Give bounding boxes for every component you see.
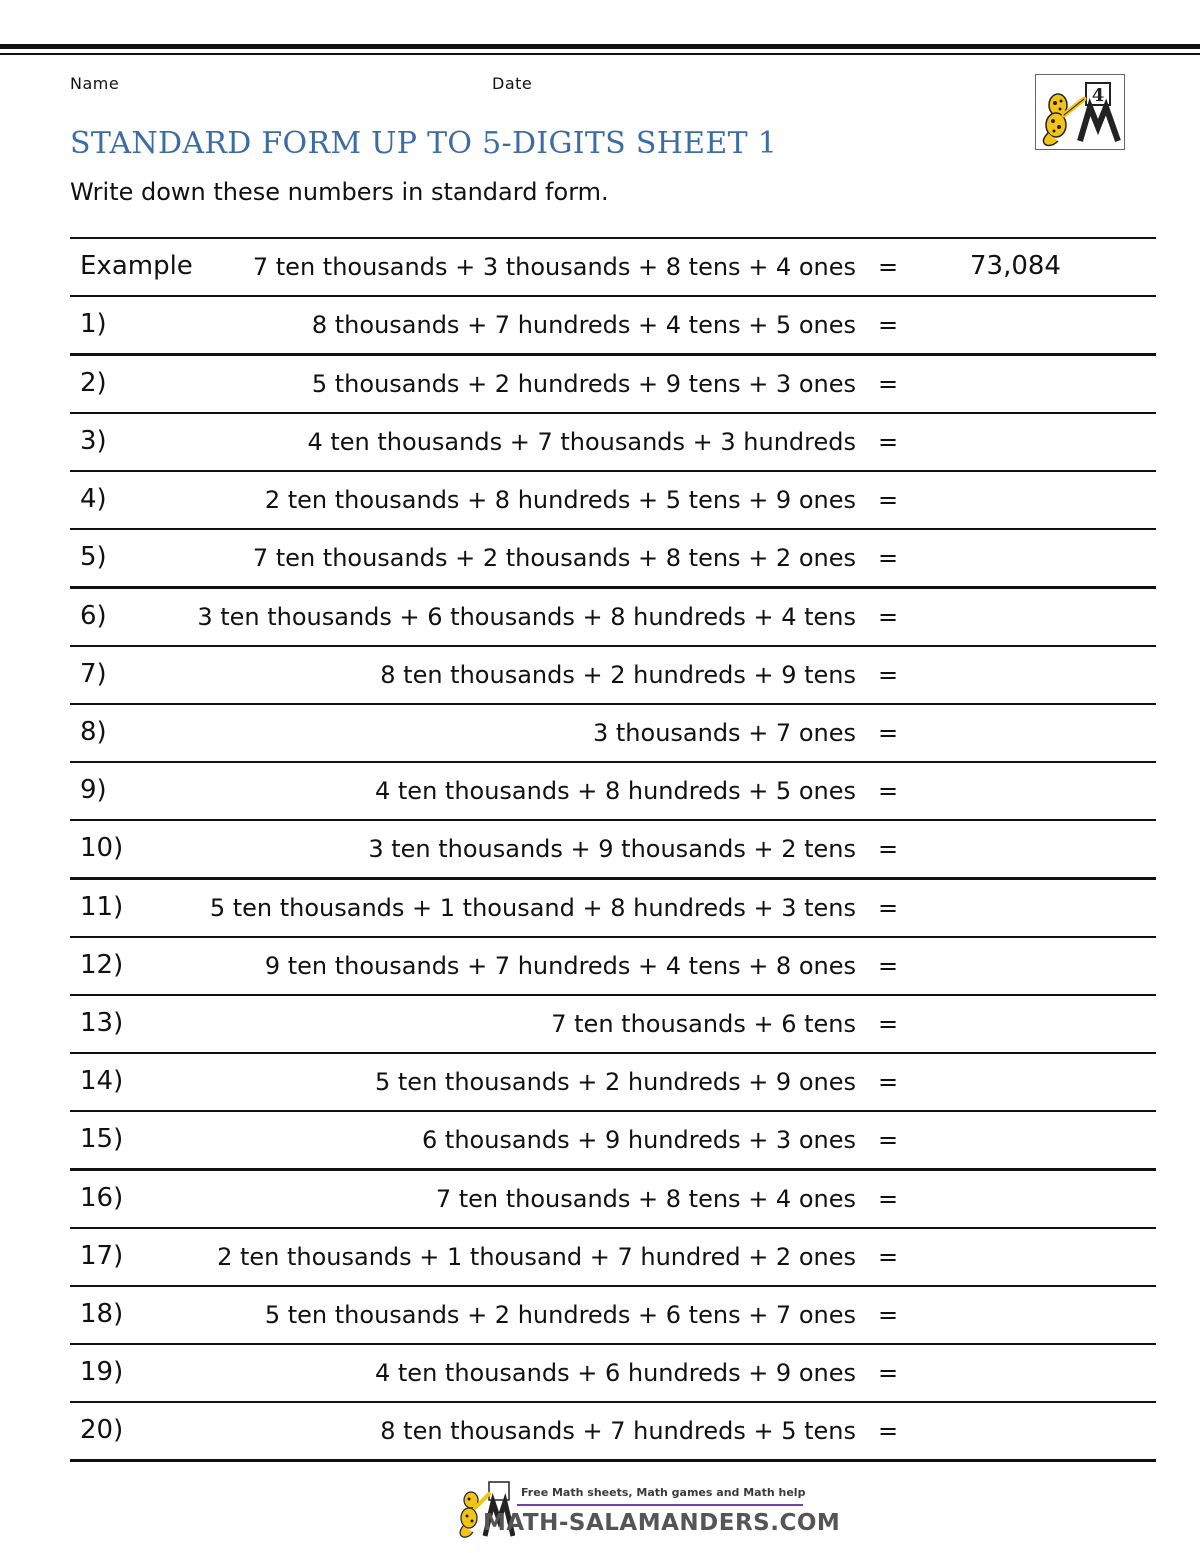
question-number: 15) xyxy=(80,1124,124,1154)
question-row xyxy=(70,530,1156,589)
example-row xyxy=(70,239,1156,297)
question-table xyxy=(70,237,1156,1462)
question-expression: 8 thousands + 7 hundreds + 4 tens + 5 ones xyxy=(311,311,856,339)
question-number: 16) xyxy=(80,1183,124,1213)
question-expression: 4 ten thousands + 8 hundreds + 5 ones xyxy=(375,777,856,805)
equals-sign: = xyxy=(878,1417,899,1445)
question-expression: 5 thousands + 2 hundreds + 9 tens + 3 ones xyxy=(311,370,856,398)
question-row xyxy=(70,1171,1156,1229)
example-answer: 73,084 xyxy=(970,251,1061,281)
example-expression: 7 ten thousands + 3 thousands + 8 tens + 4 ones xyxy=(252,253,856,281)
equals-sign: = xyxy=(878,370,899,398)
question-number: 11) xyxy=(80,892,124,922)
question-number: 4) xyxy=(80,484,107,514)
date-label: Date xyxy=(492,74,533,93)
question-number: 7) xyxy=(80,659,107,689)
question-row xyxy=(70,763,1156,821)
question-number: 20) xyxy=(80,1415,124,1445)
question-number: 8) xyxy=(80,717,107,747)
question-expression: 3 ten thousands + 9 thousands + 2 tens xyxy=(368,835,856,863)
question-expression: 2 ten thousands + 1 thousand + 7 hundred + 2 ones xyxy=(217,1243,856,1271)
footer-brand-name: MATH-SALAMANDERS.COM xyxy=(483,1510,841,1536)
question-row xyxy=(70,356,1156,414)
question-row xyxy=(70,938,1156,996)
top-rule-thick xyxy=(0,44,1200,49)
question-row xyxy=(70,1112,1156,1171)
equals-sign: = xyxy=(878,952,899,980)
top-rule-thin xyxy=(0,53,1200,55)
question-number: 10) xyxy=(80,833,124,863)
page-title: STANDARD FORM UP TO 5-DIGITS SHEET 1 xyxy=(70,126,778,161)
question-number: 19) xyxy=(80,1357,124,1387)
question-row xyxy=(70,589,1156,647)
equals-sign: = xyxy=(878,253,899,281)
equals-sign: = xyxy=(878,835,899,863)
question-row xyxy=(70,647,1156,705)
question-row xyxy=(70,1403,1156,1462)
equals-sign: = xyxy=(878,544,899,572)
equals-sign: = xyxy=(878,428,899,456)
question-row xyxy=(70,880,1156,938)
equals-sign: = xyxy=(878,1068,899,1096)
question-expression: 8 ten thousands + 7 hundreds + 5 tens xyxy=(380,1417,856,1445)
equals-sign: = xyxy=(878,311,899,339)
question-row xyxy=(70,705,1156,763)
question-row xyxy=(70,1054,1156,1112)
question-expression: 3 thousands + 7 ones xyxy=(592,719,856,747)
question-row xyxy=(70,1229,1156,1287)
question-number: 9) xyxy=(80,775,107,805)
question-expression: 4 ten thousands + 7 thousands + 3 hundreds xyxy=(307,428,856,456)
question-number: 3) xyxy=(80,426,107,456)
example-label: Example xyxy=(80,251,193,281)
equals-sign: = xyxy=(878,661,899,689)
equals-sign: = xyxy=(878,894,899,922)
name-label: Name xyxy=(70,74,120,93)
footer-tagline: Free Math sheets, Math games and Math help xyxy=(521,1486,806,1499)
instructions: Write down these numbers in standard form. xyxy=(70,178,609,206)
equals-sign: = xyxy=(878,1301,899,1329)
question-expression: 7 ten thousands + 6 tens xyxy=(551,1010,856,1038)
equals-sign: = xyxy=(878,1243,899,1271)
equals-sign: = xyxy=(878,777,899,805)
question-number: 1) xyxy=(80,309,107,339)
equals-sign: = xyxy=(878,486,899,514)
question-expression: 5 ten thousands + 2 hundreds + 9 ones xyxy=(375,1068,856,1096)
footer-brand-block xyxy=(455,1480,841,1540)
question-row xyxy=(70,996,1156,1054)
question-number: 14) xyxy=(80,1066,124,1096)
equals-sign: = xyxy=(878,1185,899,1213)
question-number: 17) xyxy=(80,1241,124,1271)
question-expression: 4 ten thousands + 6 hundreds + 9 ones xyxy=(375,1359,856,1387)
question-row xyxy=(70,472,1156,530)
question-expression: 5 ten thousands + 1 thousand + 8 hundreds + 3 tens xyxy=(209,894,856,922)
question-expression: 7 ten thousands + 8 tens + 4 ones xyxy=(435,1185,856,1213)
question-number: 5) xyxy=(80,542,107,572)
question-expression: 6 thousands + 9 hundreds + 3 ones xyxy=(422,1126,856,1154)
equals-sign: = xyxy=(878,603,899,631)
question-expression: 8 ten thousands + 2 hundreds + 9 tens xyxy=(380,661,856,689)
question-row xyxy=(70,1287,1156,1345)
equals-sign: = xyxy=(878,1359,899,1387)
question-number: 6) xyxy=(80,601,107,631)
question-number: 18) xyxy=(80,1299,124,1329)
equals-sign: = xyxy=(878,1126,899,1154)
question-expression: 7 ten thousands + 2 thousands + 8 tens + 2 ones xyxy=(252,544,856,572)
question-expression: 3 ten thousands + 6 thousands + 8 hundreds + 4 tens xyxy=(197,603,856,631)
question-expression: 9 ten thousands + 7 hundreds + 4 tens + 8 ones xyxy=(264,952,856,980)
salamander-logo xyxy=(1035,74,1125,150)
question-expression: 2 ten thousands + 8 hundreds + 5 tens + 9 ones xyxy=(264,486,856,514)
question-number: 13) xyxy=(80,1008,124,1038)
question-number: 12) xyxy=(80,950,124,980)
question-row xyxy=(70,821,1156,880)
equals-sign: = xyxy=(878,1010,899,1038)
salamander-icon xyxy=(1036,75,1124,149)
question-expression: 5 ten thousands + 2 hundreds + 6 tens + 7 ones xyxy=(264,1301,856,1329)
footer-divider xyxy=(517,1504,803,1506)
logo-badge-number: 4 xyxy=(1091,85,1105,106)
question-row xyxy=(70,414,1156,472)
question-number: 2) xyxy=(80,368,107,398)
equals-sign: = xyxy=(878,719,899,747)
question-row xyxy=(70,297,1156,356)
question-row xyxy=(70,1345,1156,1403)
